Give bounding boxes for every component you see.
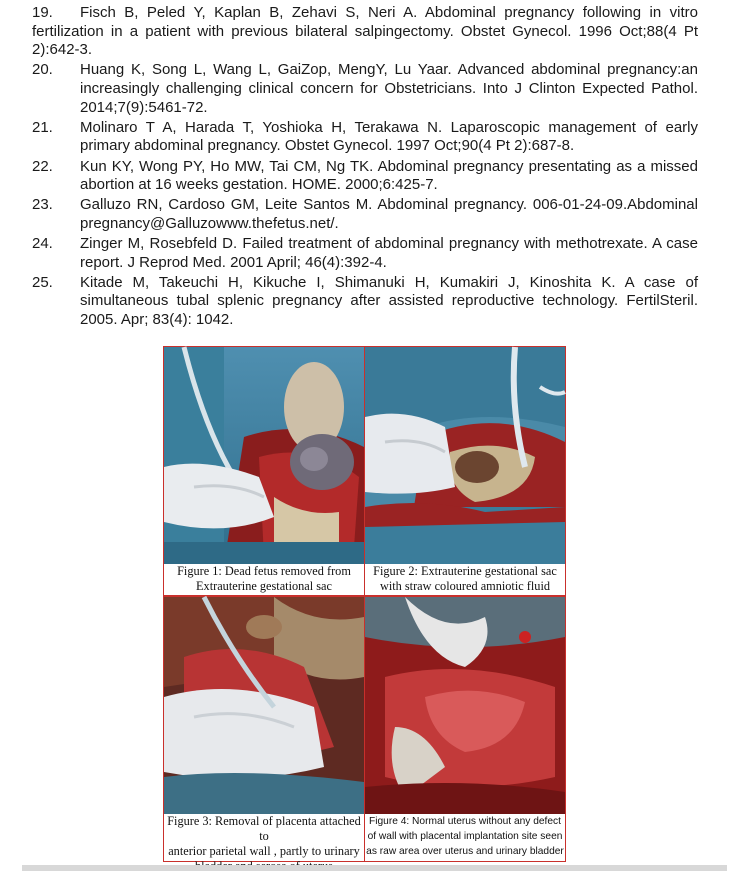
reference-number: 22. [32,157,53,175]
figure-4-photo [365,597,565,814]
figure-2-caption [365,564,565,595]
reference-number: 23. [32,196,53,214]
caption-line: as raw area over uterus and urinary bladder [366,846,564,857]
reference-text: Kun KY, Wong PY, Ho MW, Tai CM, Ng TK. Abdominal pregnancy presentating as a missed abortion at 16 weeks gestation. HOME. 2000;6:425-7. [80,157,698,194]
caption-line: Figure 3: Removal of placenta attached to [167,814,361,843]
reference-item-24 [32,235,698,272]
figure-1-caption [164,564,364,595]
reference-item-25 [32,274,698,330]
page-bottom-bar [22,865,727,871]
reference-item-21 [32,119,698,156]
caption-line: Figure 2: Extrauterine gestational sac [373,564,557,578]
reference-list [32,4,698,331]
reference-number: 19. [32,4,53,21]
reference-item-19 [32,4,698,60]
figure-3-caption [164,814,364,861]
reference-text: Kitade M, Takeuchi H, Kikuche I, Shimanuki H, Kumakiri J, Kinoshita K. A case of simultaneous tubal splenic pregnancy after assisted reproductive technology. FertilSteril. 2005. Apr; 83(4): 1042. [80,273,698,329]
caption-line: Figure 1: Dead fetus removed from [177,564,351,578]
reference-number: 21. [32,118,53,136]
reference-item-22 [32,158,698,195]
caption-line: Figure 4: Normal uterus without any defect [369,816,561,827]
figure-grid [163,346,566,862]
figure-1-photo [164,347,364,564]
reference-text: Galluzo RN, Cardoso GM, Leite Santos M. Abdominal pregnancy. 006-01-24-09.Abdominal pregnancy@Galluzowww.thefetus.net/. [80,196,698,232]
figure-4-caption [365,814,565,861]
figure-1 [164,347,364,595]
caption-line: of wall with placental implantation site seen [367,831,563,842]
reference-text: Huang K, Song L, Wang L, GaiZop, MengY, Lu Yaar. Advanced abdominal pregnancy:an increasingly challenging clinical concern for Obstetricians. Into J Clinton Expected Pathol. 2014;7(9):5461-72. [80,61,698,116]
reference-item-23 [32,196,698,233]
reference-number: 25. [32,273,53,291]
reference-number: 24. [32,235,53,253]
caption-line: anterior parietal wall , partly to urinary [168,844,360,858]
reference-item-20 [32,61,698,117]
figure-4 [365,597,565,861]
figure-2-photo [365,347,565,564]
reference-text: Molinaro T A, Harada T, Yoshioka H, Terakawa N. Laparoscopic management of early primary abdominal pregnancy. Obstet Gynecol. 1997 Oct;90(4 Pt 2):687-8. [80,118,698,155]
figure-2 [365,347,565,595]
reference-text: Zinger M, Rosebfeld D. Failed treatment of abdominal pregnancy with methotrexate. A case report. J Reprod Med. 2001 April; 46(4):392-4. [80,235,698,271]
figure-3 [164,597,364,861]
caption-line: with straw coloured amniotic fluid [379,579,551,593]
reference-number: 20. [32,61,53,79]
reference-text: Fisch B, Peled Y, Kaplan B, Zehavi S, Neri A. Abdominal pregnancy following in vitro fertilization in a patient with previous bilateral salpingectomy. Obstet Gynecol. 1996 Oct;88(4 Pt 2):642-3. [32,4,698,59]
caption-line: Extrauterine gestational sac [196,579,332,593]
figure-3-photo [164,597,364,814]
